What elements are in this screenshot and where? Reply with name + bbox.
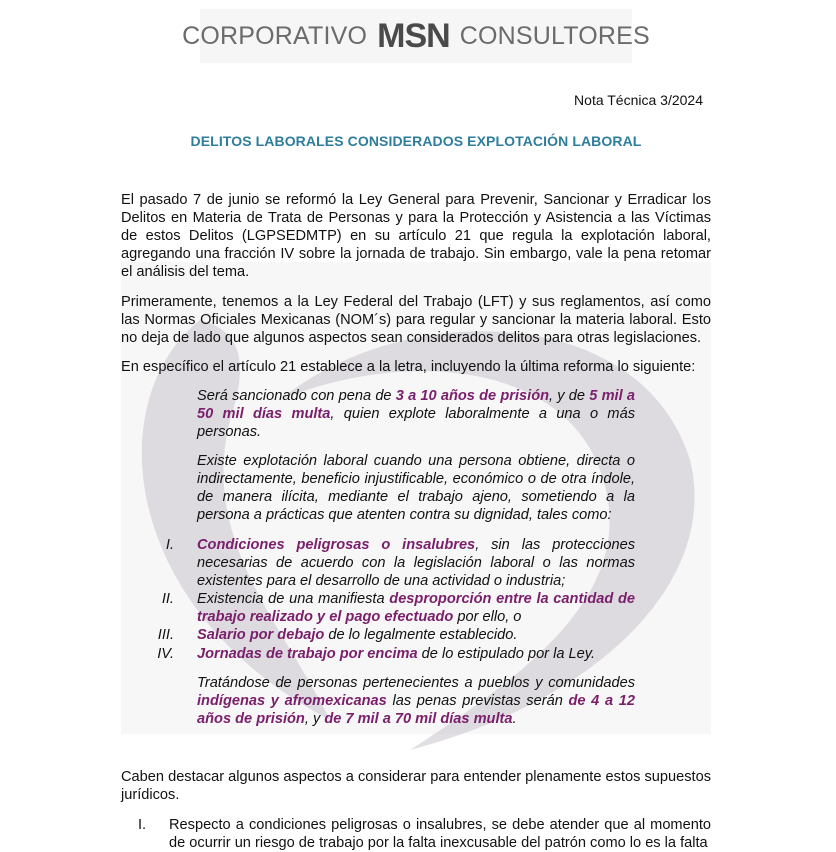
paragraph-aspects: Caben destacar algunos aspectos a considerar para entender plenamente estos supuestos jurídicos. bbox=[121, 769, 711, 803]
list-numeral: III. bbox=[157, 627, 174, 643]
list-numeral: II. bbox=[161, 591, 174, 607]
logo-text-left: CORPORATIVO bbox=[182, 21, 368, 50]
list-item: Condiciones peligrosas o insalubres, sin las protecciones necesarias de acuerdo con la legislación laboral o las normas existentes para el desarrollo de una actividad o industria; bbox=[197, 537, 635, 589]
list-numeral: IV. bbox=[157, 646, 174, 662]
paragraph-legal-framework: Primeramente, tenemos a la Ley Federal del Trabajo (LFT) y sus reglamentos, así como las Normas Oficiales Mexicanas (NOM´s) para regular y sancionar la materia laboral. Esto no deja de lado que algunos aspectos sean considerados delitos para otras legislaciones. bbox=[121, 294, 711, 346]
paragraph-article-21: En específico el artículo 21 establece a la letra, incluyendo la última reforma lo siguiente: bbox=[121, 359, 696, 375]
list-item: Salario por debajo de lo legalmente establecido. bbox=[197, 627, 518, 643]
list-item: Respecto a condiciones peligrosas o insalubres, se debe atender que al momento de ocurrir un riesgo de trabajo por la falta inexcusable del patrón como lo es la falta bbox=[169, 817, 711, 851]
quote-definition: Existe explotación laboral cuando una persona obtiene, directa o indirectamente, beneficio injustificable, económico o de otra índole, de manera ilícita, mediante el trabajo ajeno, sometiendo a la persona a prácticas que atenten contra su dignidad, tales como: bbox=[197, 453, 635, 523]
list-item: Jornadas de trabajo por encima de lo estipulado por la Ley. bbox=[197, 646, 596, 662]
list-numeral: I. bbox=[138, 817, 147, 833]
list-item: Existencia de una manifiesta desproporción entre la cantidad de trabajo realizado y el pago efectuado por ello, o bbox=[197, 591, 636, 625]
list-numeral: I. bbox=[165, 537, 174, 553]
paragraph-intro: El pasado 7 de junio se reformó la Ley General para Prevenir, Sancionar y Erradicar los Delitos en Materia de Trata de Personas y para la Protección y Asistencia a las Víctimas de estos Delitos (LGPSEDMTP) en su artículo 21 que regula la explotación laboral, agregando una fracción IV sobre la jornada de trabajo. Sin embargo, vale la pena retomar el análisis del tema. bbox=[121, 192, 711, 280]
logo-text-right: CONSULTORES bbox=[459, 21, 650, 50]
logo-text-msn: MSN bbox=[377, 16, 450, 55]
quote-sanction: Será sancionado con pena de 3 a 10 años de prisión, y de 5 mil a 50 mil días multa, quien explote laboralmente a una o más personas. bbox=[197, 388, 635, 440]
company-logo bbox=[182, 9, 650, 63]
document-title: DELITOS LABORALES CONSIDERADOS EXPLOTACIÓN LABORAL bbox=[190, 133, 642, 149]
quote-indigenous: Tratándose de personas pertenecientes a pueblos y comunidades indígenas y afromexicanas las penas previstas serán de 4 a 12 años de prisión, y de 7 mil a 70 mil días multa. bbox=[197, 675, 635, 727]
note-number: Nota Técnica 3/2024 bbox=[574, 92, 703, 108]
